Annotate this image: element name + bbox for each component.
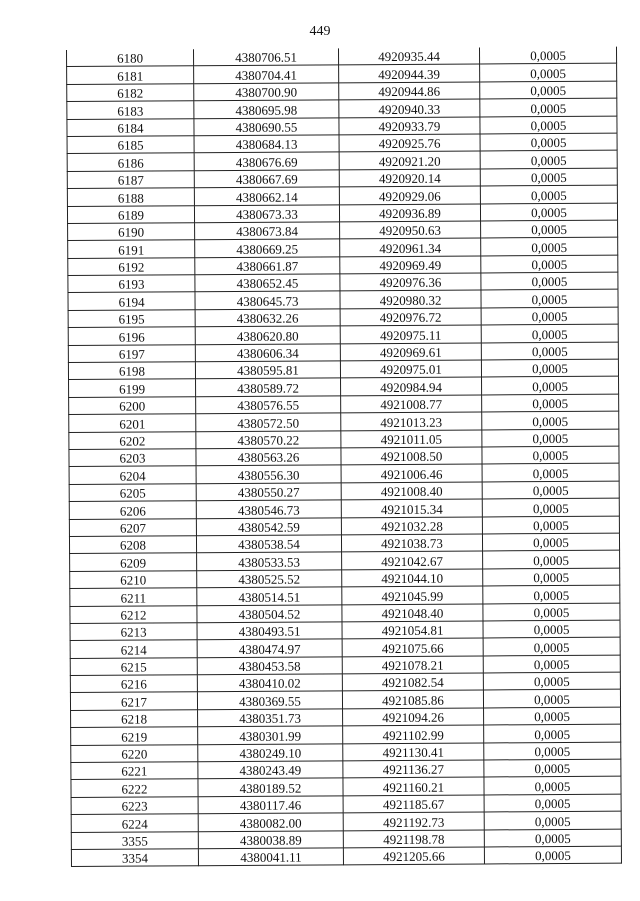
table-body <box>66 47 621 867</box>
x-coordinate-cell: 4380632.26 <box>195 309 340 327</box>
x-coordinate-cell: 4380504.52 <box>197 604 342 622</box>
point-number-cell: 6185 <box>67 136 194 154</box>
point-number-cell: 6207 <box>69 518 196 536</box>
accuracy-cell: 0,0005 <box>481 307 618 325</box>
accuracy-cell: 0,0005 <box>483 620 620 638</box>
accuracy-cell: 0,0005 <box>482 481 619 499</box>
x-coordinate-cell: 4380667.69 <box>194 170 339 188</box>
accuracy-cell: 0,0005 <box>479 47 616 65</box>
point-number-cell: 3355 <box>71 831 198 849</box>
accuracy-cell: 0,0005 <box>481 359 618 377</box>
y-coordinate-cell: 4920936.89 <box>339 203 480 221</box>
point-number-cell: 6205 <box>69 483 196 501</box>
x-coordinate-cell: 4380525.52 <box>197 570 342 588</box>
accuracy-cell: 0,0005 <box>484 777 621 795</box>
y-coordinate-cell: 4921130.41 <box>343 743 484 761</box>
point-number-cell: 6212 <box>70 605 197 623</box>
x-coordinate-cell: 4380645.73 <box>195 291 340 309</box>
accuracy-cell: 0,0005 <box>481 272 618 290</box>
x-coordinate-cell: 4380369.55 <box>197 691 342 709</box>
x-coordinate-cell: 4380538.54 <box>196 535 341 553</box>
y-coordinate-cell: 4921094.26 <box>343 708 484 726</box>
x-coordinate-cell: 4380684.13 <box>194 135 339 153</box>
y-coordinate-cell: 4921085.86 <box>342 690 483 708</box>
accuracy-cell: 0,0005 <box>482 533 619 551</box>
y-coordinate-cell: 4920961.34 <box>340 238 481 256</box>
y-coordinate-cell: 4921008.77 <box>341 395 482 413</box>
accuracy-cell: 0,0005 <box>484 794 621 812</box>
point-number-cell: 6190 <box>68 223 195 241</box>
accuracy-cell: 0,0005 <box>483 672 620 690</box>
accuracy-cell: 0,0005 <box>483 550 620 568</box>
y-coordinate-cell: 4921082.54 <box>342 673 483 691</box>
x-coordinate-cell: 4380662.14 <box>194 187 339 205</box>
point-number-cell: 6217 <box>70 692 197 710</box>
accuracy-cell: 0,0005 <box>480 81 617 99</box>
x-coordinate-cell: 4380474.97 <box>197 639 342 657</box>
point-number-cell: 6204 <box>69 466 196 484</box>
y-coordinate-cell: 4920933.79 <box>339 117 480 135</box>
point-number-cell: 6200 <box>69 397 196 415</box>
accuracy-cell: 0,0005 <box>480 116 617 134</box>
x-coordinate-cell: 4380514.51 <box>197 587 342 605</box>
point-number-cell: 6201 <box>69 414 196 432</box>
accuracy-cell: 0,0005 <box>484 742 621 760</box>
point-number-cell: 6223 <box>71 797 198 815</box>
y-coordinate-cell: 4921006.46 <box>341 464 482 482</box>
y-coordinate-cell: 4920950.63 <box>340 221 481 239</box>
accuracy-cell: 0,0005 <box>480 168 617 186</box>
point-number-cell: 6218 <box>71 710 198 728</box>
point-number-cell: 6194 <box>68 292 195 310</box>
accuracy-cell: 0,0005 <box>484 724 621 742</box>
point-number-cell: 6180 <box>66 49 193 67</box>
point-number-cell: 6220 <box>71 744 198 762</box>
point-number-cell: 6193 <box>68 275 195 293</box>
point-number-cell: 6219 <box>71 727 198 745</box>
point-number-cell: 6192 <box>68 257 195 275</box>
x-coordinate-cell: 4380652.45 <box>195 274 340 292</box>
accuracy-cell: 0,0005 <box>484 846 621 864</box>
accuracy-cell: 0,0005 <box>482 498 619 516</box>
x-coordinate-cell: 4380695.98 <box>194 100 339 118</box>
accuracy-cell: 0,0005 <box>484 759 621 777</box>
x-coordinate-cell: 4380673.84 <box>195 222 340 240</box>
accuracy-cell: 0,0005 <box>481 255 618 273</box>
x-coordinate-cell: 4380570.22 <box>196 430 341 448</box>
accuracy-cell: 0,0005 <box>483 637 620 655</box>
x-coordinate-cell: 4380706.51 <box>193 48 338 66</box>
y-coordinate-cell: 4921192.73 <box>343 812 484 830</box>
point-number-cell: 6224 <box>71 814 198 832</box>
point-number-cell: 6199 <box>69 379 196 397</box>
x-coordinate-cell: 4380550.27 <box>196 483 341 501</box>
coordinates-table <box>66 47 622 868</box>
point-number-cell: 6186 <box>67 153 194 171</box>
point-number-cell: 6191 <box>68 240 195 258</box>
y-coordinate-cell: 4920929.06 <box>339 186 480 204</box>
accuracy-cell: 0,0005 <box>482 411 619 429</box>
point-number-cell: 6195 <box>68 310 195 328</box>
accuracy-cell: 0,0005 <box>481 290 618 308</box>
accuracy-cell: 0,0005 <box>481 220 618 238</box>
accuracy-cell: 0,0005 <box>480 150 617 168</box>
accuracy-cell: 0,0005 <box>480 185 617 203</box>
x-coordinate-cell: 4380620.80 <box>195 326 340 344</box>
accuracy-cell: 0,0005 <box>481 342 618 360</box>
accuracy-cell: 0,0005 <box>481 237 618 255</box>
accuracy-cell: 0,0005 <box>482 429 619 447</box>
accuracy-cell: 0,0005 <box>482 377 619 395</box>
y-coordinate-cell: 4921102.99 <box>343 725 484 743</box>
accuracy-cell: 0,0005 <box>484 811 621 829</box>
point-number-cell: 6202 <box>69 431 196 449</box>
y-coordinate-cell: 4920975.11 <box>340 325 481 343</box>
y-coordinate-cell: 4921013.23 <box>341 412 482 430</box>
x-coordinate-cell: 4380410.02 <box>197 674 342 692</box>
y-coordinate-cell: 4920980.32 <box>340 290 481 308</box>
y-coordinate-cell: 4921078.21 <box>342 656 483 674</box>
accuracy-cell: 0,0005 <box>483 655 620 673</box>
x-coordinate-cell: 4380700.90 <box>194 83 339 101</box>
point-number-cell: 6210 <box>70 570 197 588</box>
accuracy-cell: 0,0005 <box>480 98 617 116</box>
point-number-cell: 6181 <box>67 66 194 84</box>
y-coordinate-cell: 4921042.67 <box>342 551 483 569</box>
x-coordinate-cell: 4380493.51 <box>197 622 342 640</box>
y-coordinate-cell: 4920925.76 <box>339 134 480 152</box>
point-number-cell: 6216 <box>70 675 197 693</box>
accuracy-cell: 0,0005 <box>483 568 620 586</box>
accuracy-cell: 0,0005 <box>484 829 621 847</box>
accuracy-cell: 0,0005 <box>484 707 621 725</box>
x-coordinate-cell: 4380301.99 <box>198 726 343 744</box>
y-coordinate-cell: 4921048.40 <box>342 603 483 621</box>
x-coordinate-cell: 4380589.72 <box>196 378 341 396</box>
accuracy-cell: 0,0005 <box>482 516 619 534</box>
x-coordinate-cell: 4380533.53 <box>197 552 342 570</box>
y-coordinate-cell: 4921160.21 <box>343 777 484 795</box>
y-coordinate-cell: 4920940.33 <box>339 99 480 117</box>
x-coordinate-cell: 4380704.41 <box>194 65 339 83</box>
point-number-cell: 6213 <box>70 623 197 641</box>
x-coordinate-cell: 4380041.11 <box>198 848 343 866</box>
x-coordinate-cell: 4380690.55 <box>194 117 339 135</box>
point-number-cell: 3354 <box>71 849 198 867</box>
y-coordinate-cell: 4920976.36 <box>340 273 481 291</box>
page-number: 449 <box>309 24 331 39</box>
x-coordinate-cell: 4380082.00 <box>198 813 343 831</box>
x-coordinate-cell: 4380595.81 <box>195 361 340 379</box>
point-number-cell: 6222 <box>71 779 198 797</box>
x-coordinate-cell: 4380661.87 <box>195 257 340 275</box>
x-coordinate-cell: 4380351.73 <box>198 709 343 727</box>
y-coordinate-cell: 4920944.39 <box>339 64 480 82</box>
accuracy-cell: 0,0005 <box>483 690 620 708</box>
point-number-cell: 6196 <box>68 327 195 345</box>
point-number-cell: 6197 <box>68 344 195 362</box>
y-coordinate-cell: 4921015.34 <box>341 499 482 517</box>
y-coordinate-cell: 4920975.01 <box>340 360 481 378</box>
point-number-cell: 6211 <box>70 588 197 606</box>
x-coordinate-cell: 4380673.33 <box>194 204 339 222</box>
y-coordinate-cell: 4921205.66 <box>343 847 484 865</box>
y-coordinate-cell: 4920969.61 <box>340 343 481 361</box>
x-coordinate-cell: 4380542.59 <box>196 517 341 535</box>
y-coordinate-cell: 4920921.20 <box>339 151 480 169</box>
accuracy-cell: 0,0005 <box>481 324 618 342</box>
x-coordinate-cell: 4380189.52 <box>198 778 343 796</box>
point-number-cell: 6203 <box>69 449 196 467</box>
x-coordinate-cell: 4380576.55 <box>196 396 341 414</box>
y-coordinate-cell: 4921185.67 <box>343 795 484 813</box>
x-coordinate-cell: 4380563.26 <box>196 448 341 466</box>
y-coordinate-cell: 4921054.81 <box>342 621 483 639</box>
x-coordinate-cell: 4380453.58 <box>197 656 342 674</box>
y-coordinate-cell: 4920984.94 <box>341 377 482 395</box>
point-number-cell: 6208 <box>69 536 196 554</box>
table-row <box>71 846 621 867</box>
y-coordinate-cell: 4921008.40 <box>341 482 482 500</box>
x-coordinate-cell: 4380669.25 <box>195 239 340 257</box>
accuracy-cell: 0,0005 <box>483 603 620 621</box>
point-number-cell: 6198 <box>68 362 195 380</box>
x-coordinate-cell: 4380546.73 <box>196 500 341 518</box>
point-number-cell: 6187 <box>67 170 194 188</box>
accuracy-cell: 0,0005 <box>480 133 617 151</box>
x-coordinate-cell: 4380117.46 <box>198 796 343 814</box>
point-number-cell: 6188 <box>67 188 194 206</box>
point-number-cell: 6206 <box>69 501 196 519</box>
accuracy-cell: 0,0005 <box>480 64 617 82</box>
point-number-cell: 6221 <box>71 762 198 780</box>
x-coordinate-cell: 4380572.50 <box>196 413 341 431</box>
y-coordinate-cell: 4921045.99 <box>342 586 483 604</box>
y-coordinate-cell: 4921038.73 <box>341 534 482 552</box>
point-number-cell: 6209 <box>70 553 197 571</box>
point-number-cell: 6182 <box>67 84 194 102</box>
y-coordinate-cell: 4920969.49 <box>340 256 481 274</box>
accuracy-cell: 0,0005 <box>482 464 619 482</box>
point-number-cell: 6214 <box>70 640 197 658</box>
y-coordinate-cell: 4921044.10 <box>342 569 483 587</box>
y-coordinate-cell: 4921032.28 <box>341 517 482 535</box>
y-coordinate-cell: 4920935.44 <box>338 47 479 65</box>
y-coordinate-cell: 4921198.78 <box>343 830 484 848</box>
point-number-cell: 6183 <box>67 101 194 119</box>
point-number-cell: 6184 <box>67 118 194 136</box>
x-coordinate-cell: 4380249.10 <box>198 743 343 761</box>
x-coordinate-cell: 4380556.30 <box>196 465 341 483</box>
y-coordinate-cell: 4921075.66 <box>342 638 483 656</box>
x-coordinate-cell: 4380038.89 <box>198 830 343 848</box>
y-coordinate-cell: 4920976.72 <box>340 308 481 326</box>
y-coordinate-cell: 4921011.05 <box>341 430 482 448</box>
y-coordinate-cell: 4921136.27 <box>343 760 484 778</box>
y-coordinate-cell: 4921008.50 <box>341 447 482 465</box>
y-coordinate-cell: 4920920.14 <box>339 169 480 187</box>
accuracy-cell: 0,0005 <box>482 446 619 464</box>
x-coordinate-cell: 4380676.69 <box>194 152 339 170</box>
y-coordinate-cell: 4920944.86 <box>339 82 480 100</box>
point-number-cell: 6189 <box>67 205 194 223</box>
x-coordinate-cell: 4380606.34 <box>195 343 340 361</box>
accuracy-cell: 0,0005 <box>482 394 619 412</box>
accuracy-cell: 0,0005 <box>483 585 620 603</box>
x-coordinate-cell: 4380243.49 <box>198 761 343 779</box>
point-number-cell: 6215 <box>70 657 197 675</box>
accuracy-cell: 0,0005 <box>480 203 617 221</box>
